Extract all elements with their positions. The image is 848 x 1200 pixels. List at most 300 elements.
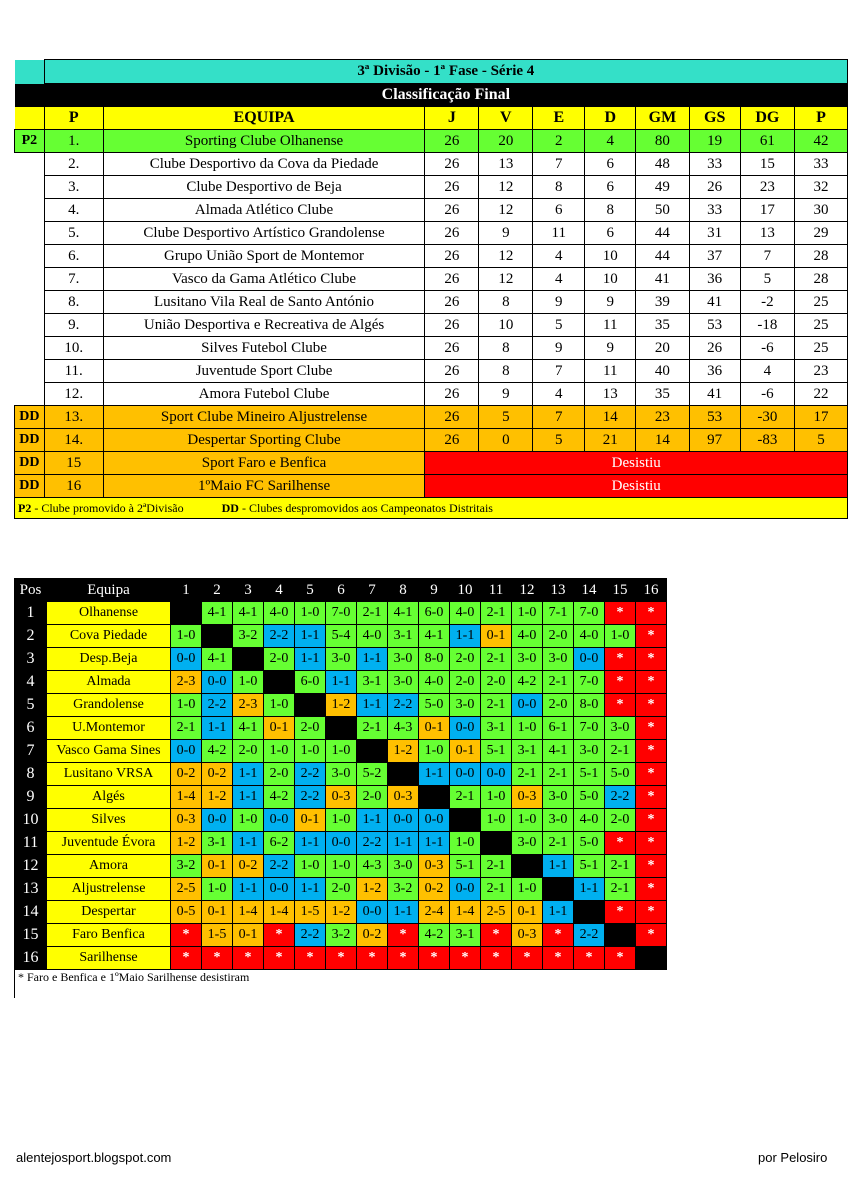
match-result: 0-1 xyxy=(202,855,233,878)
match-result: 2-5 xyxy=(171,878,202,901)
stat-d: 6 xyxy=(585,153,636,176)
match-result: * xyxy=(636,740,667,763)
match-result: 2-2 xyxy=(357,832,388,855)
stat-j: 26 xyxy=(425,199,479,222)
stat-v: 9 xyxy=(479,222,533,245)
matrix-col-number: 16 xyxy=(636,579,667,602)
match-result: 4-2 xyxy=(512,671,543,694)
match-result: * xyxy=(636,625,667,648)
stat-e: 9 xyxy=(533,337,585,360)
match-result xyxy=(171,602,202,625)
stat-j: 26 xyxy=(425,314,479,337)
stat-d: 9 xyxy=(585,291,636,314)
spacer-cell xyxy=(15,60,45,84)
match-result: 3-1 xyxy=(357,671,388,694)
standings-row xyxy=(15,245,848,268)
stat-e: 7 xyxy=(533,360,585,383)
match-result: 1-2 xyxy=(326,901,357,924)
matrix-pos: 8 xyxy=(15,763,47,786)
stat-dg: 15 xyxy=(740,153,794,176)
status-tag xyxy=(15,337,45,360)
stat-p: 28 xyxy=(794,268,847,291)
match-result: 0-1 xyxy=(419,717,450,740)
matrix-team: Cova Piedade xyxy=(47,625,171,648)
match-result: 1-0 xyxy=(605,625,636,648)
team-cell: Despertar Sporting Clube xyxy=(103,429,425,452)
stat-dg: 4 xyxy=(740,360,794,383)
stat-v: 12 xyxy=(479,199,533,222)
position-cell: 13. xyxy=(44,406,103,429)
stat-gs: 33 xyxy=(689,199,740,222)
standings-row xyxy=(15,176,848,199)
match-result: * xyxy=(171,924,202,947)
position-cell: 5. xyxy=(44,222,103,245)
match-result: 4-1 xyxy=(419,625,450,648)
match-result: 5-1 xyxy=(450,855,481,878)
match-result: * xyxy=(543,947,574,970)
match-result: * xyxy=(264,947,295,970)
match-result: * xyxy=(636,924,667,947)
match-result: 0-2 xyxy=(202,763,233,786)
match-result: 4-0 xyxy=(357,625,388,648)
status-tag xyxy=(15,360,45,383)
matrix-col-number: 11 xyxy=(481,579,512,602)
standings-row xyxy=(15,383,848,406)
match-result xyxy=(605,924,636,947)
match-result: 0-0 xyxy=(264,878,295,901)
matrix-row xyxy=(15,901,667,924)
stat-v: 20 xyxy=(479,130,533,153)
stat-dg: -6 xyxy=(740,337,794,360)
status-tag xyxy=(15,199,45,222)
match-result: * xyxy=(605,832,636,855)
stat-e: 9 xyxy=(533,291,585,314)
match-result: 0-1 xyxy=(481,625,512,648)
stat-gs: 41 xyxy=(689,291,740,314)
match-result: 1-1 xyxy=(419,832,450,855)
match-result: 1-1 xyxy=(357,809,388,832)
team-cell: Juventude Sport Clube xyxy=(103,360,425,383)
matrix-team: Aljustrelense xyxy=(47,878,171,901)
match-result: 2-2 xyxy=(295,924,326,947)
match-result: 2-1 xyxy=(543,671,574,694)
match-result: 4-1 xyxy=(202,648,233,671)
match-result: 1-5 xyxy=(202,924,233,947)
stat-d: 11 xyxy=(585,314,636,337)
column-header: E xyxy=(533,107,585,130)
match-result: 2-1 xyxy=(481,878,512,901)
stat-dg: 13 xyxy=(740,222,794,245)
match-result: * xyxy=(636,648,667,671)
matrix-header-team: Equipa xyxy=(47,579,171,602)
match-result: 3-2 xyxy=(171,855,202,878)
match-result: 0-2 xyxy=(419,878,450,901)
standings-row xyxy=(15,130,848,153)
match-result: 2-3 xyxy=(233,694,264,717)
match-result: 2-1 xyxy=(512,763,543,786)
status-tag xyxy=(15,291,45,314)
match-result: 1-4 xyxy=(171,786,202,809)
stat-p: 33 xyxy=(794,153,847,176)
matrix-pos: 9 xyxy=(15,786,47,809)
match-result: * xyxy=(636,901,667,924)
match-result: 3-0 xyxy=(512,832,543,855)
match-result: * xyxy=(574,947,605,970)
stat-j: 26 xyxy=(425,406,479,429)
column-header: V xyxy=(479,107,533,130)
stat-j: 26 xyxy=(425,383,479,406)
matrix-team: Juventude Évora xyxy=(47,832,171,855)
match-result: 2-0 xyxy=(543,625,574,648)
standings-row xyxy=(15,291,848,314)
stat-j: 26 xyxy=(425,245,479,268)
match-result: 3-0 xyxy=(388,671,419,694)
stat-j: 26 xyxy=(425,222,479,245)
position-cell: 14. xyxy=(44,429,103,452)
match-result: 0-0 xyxy=(171,648,202,671)
stat-gm: 80 xyxy=(636,130,689,153)
position-cell: 8. xyxy=(44,291,103,314)
match-result: 7-0 xyxy=(574,717,605,740)
match-result: 2-2 xyxy=(264,625,295,648)
matrix-row xyxy=(15,832,667,855)
stat-d: 14 xyxy=(585,406,636,429)
position-cell: 4. xyxy=(44,199,103,222)
match-result: 1-1 xyxy=(574,878,605,901)
match-result: 1-1 xyxy=(450,625,481,648)
match-result: * xyxy=(636,671,667,694)
matrix-pos: 10 xyxy=(15,809,47,832)
matrix-row xyxy=(15,763,667,786)
match-result: * xyxy=(419,947,450,970)
match-result: 0-0 xyxy=(264,809,295,832)
stat-d: 10 xyxy=(585,268,636,291)
matrix-team: Desp.Beja xyxy=(47,648,171,671)
match-result: 0-3 xyxy=(512,786,543,809)
stat-gm: 39 xyxy=(636,291,689,314)
stat-p: 28 xyxy=(794,245,847,268)
matrix-row xyxy=(15,717,667,740)
match-result: 8-0 xyxy=(419,648,450,671)
match-result: 1-0 xyxy=(481,786,512,809)
legend-p2-text: - Clube promovido à 2ªDivisão xyxy=(31,500,184,515)
match-result: 0-3 xyxy=(171,809,202,832)
match-result: 6-0 xyxy=(295,671,326,694)
standings-row xyxy=(15,268,848,291)
match-result: 5-0 xyxy=(605,763,636,786)
stat-dg: -30 xyxy=(740,406,794,429)
match-result: 3-0 xyxy=(574,740,605,763)
matrix-team: Lusitano VRSA xyxy=(47,763,171,786)
match-result: 0-0 xyxy=(202,671,233,694)
stat-j: 26 xyxy=(425,429,479,452)
match-result: 2-1 xyxy=(171,717,202,740)
team-cell: Sporting Clube Olhanense xyxy=(103,130,425,153)
position-cell: 9. xyxy=(44,314,103,337)
match-result: 1-0 xyxy=(512,602,543,625)
status-tag: DD xyxy=(15,406,45,429)
stat-dg: 5 xyxy=(740,268,794,291)
stat-e: 7 xyxy=(533,406,585,429)
match-result: 2-2 xyxy=(295,763,326,786)
match-result: * xyxy=(450,947,481,970)
match-result: 1-0 xyxy=(450,832,481,855)
standings-row xyxy=(15,337,848,360)
stat-dg: -83 xyxy=(740,429,794,452)
match-result: 4-3 xyxy=(357,855,388,878)
match-result: 2-0 xyxy=(605,809,636,832)
match-result: 0-0 xyxy=(481,763,512,786)
match-result: 1-0 xyxy=(326,809,357,832)
stat-gs: 53 xyxy=(689,314,740,337)
status-tag xyxy=(15,245,45,268)
match-result: 1-0 xyxy=(295,740,326,763)
match-result: 2-1 xyxy=(357,717,388,740)
matrix-row xyxy=(15,855,667,878)
stat-v: 8 xyxy=(479,291,533,314)
match-result: 5-1 xyxy=(481,740,512,763)
match-result: 5-4 xyxy=(326,625,357,648)
match-result: * xyxy=(636,694,667,717)
match-result: 4-0 xyxy=(264,602,295,625)
match-result: 2-0 xyxy=(295,717,326,740)
stat-v: 9 xyxy=(479,383,533,406)
match-result: 1-1 xyxy=(543,855,574,878)
match-result: 1-1 xyxy=(295,832,326,855)
match-result: 7-0 xyxy=(326,602,357,625)
status-tag xyxy=(15,176,45,199)
matrix-row xyxy=(15,947,667,970)
match-result: 0-0 xyxy=(202,809,233,832)
match-result: * xyxy=(481,924,512,947)
stat-j: 26 xyxy=(425,291,479,314)
match-result xyxy=(574,901,605,924)
match-result: 0-2 xyxy=(171,763,202,786)
match-result: 1-2 xyxy=(326,694,357,717)
matrix-team: Algés xyxy=(47,786,171,809)
position-cell: 6. xyxy=(44,245,103,268)
match-result: * xyxy=(605,648,636,671)
stat-p: 25 xyxy=(794,337,847,360)
matrix-row xyxy=(15,878,667,901)
position-cell: 15 xyxy=(44,452,103,475)
match-result: * xyxy=(357,947,388,970)
footer-author: por Pelosiro xyxy=(758,1150,828,1165)
standings-row xyxy=(15,199,848,222)
match-result: 2-0 xyxy=(326,878,357,901)
team-cell: Sport Clube Mineiro Aljustrelense xyxy=(103,406,425,429)
position-cell: 3. xyxy=(44,176,103,199)
match-result: 2-0 xyxy=(450,648,481,671)
matrix-pos: 7 xyxy=(15,740,47,763)
match-result: 1-1 xyxy=(233,878,264,901)
status-tag xyxy=(15,314,45,337)
match-result: 1-0 xyxy=(326,855,357,878)
stat-gm: 41 xyxy=(636,268,689,291)
footer-source: alentejosport.blogspot.com xyxy=(16,1150,172,1165)
column-header: D xyxy=(585,107,636,130)
matrix-col-number: 9 xyxy=(419,579,450,602)
stat-gs: 19 xyxy=(689,130,740,153)
match-result: 3-1 xyxy=(512,740,543,763)
status-tag xyxy=(15,268,45,291)
match-result: 0-1 xyxy=(233,924,264,947)
match-result: * xyxy=(636,602,667,625)
match-result: 1-1 xyxy=(233,763,264,786)
stat-e: 5 xyxy=(533,429,585,452)
match-result: 1-1 xyxy=(295,878,326,901)
match-result: 1-0 xyxy=(512,717,543,740)
match-result: 3-2 xyxy=(388,878,419,901)
match-result: 1-1 xyxy=(295,625,326,648)
match-result: 2-2 xyxy=(605,786,636,809)
stat-p: 22 xyxy=(794,383,847,406)
column-header: J xyxy=(425,107,479,130)
matrix-col-number: 4 xyxy=(264,579,295,602)
match-result: 1-0 xyxy=(512,878,543,901)
stat-d: 11 xyxy=(585,360,636,383)
match-result: 3-1 xyxy=(450,924,481,947)
match-result: 2-0 xyxy=(357,786,388,809)
match-result xyxy=(202,625,233,648)
matrix-col-number: 7 xyxy=(357,579,388,602)
spacer-cell xyxy=(15,107,45,130)
matrix-col-number: 12 xyxy=(512,579,543,602)
match-result: 4-0 xyxy=(512,625,543,648)
match-result: 7-1 xyxy=(543,602,574,625)
team-cell: Almada Atlético Clube xyxy=(103,199,425,222)
match-result: 0-1 xyxy=(512,901,543,924)
stat-gs: 97 xyxy=(689,429,740,452)
match-result: 2-1 xyxy=(605,740,636,763)
matrix-col-number: 5 xyxy=(295,579,326,602)
stat-gm: 44 xyxy=(636,222,689,245)
team-cell: Amora Futebol Clube xyxy=(103,383,425,406)
stat-gs: 33 xyxy=(689,153,740,176)
status-tag xyxy=(15,383,45,406)
match-result: 0-3 xyxy=(388,786,419,809)
matrix-col-number: 2 xyxy=(202,579,233,602)
team-cell: 1ºMaio FC Sarilhense xyxy=(103,475,425,498)
matrix-row xyxy=(15,625,667,648)
column-header: P xyxy=(44,107,103,130)
match-result: 2-2 xyxy=(388,694,419,717)
matrix-pos: 1 xyxy=(15,602,47,625)
standings-title: 3ª Divisão - 1ª Fase - Série 4 xyxy=(44,60,847,84)
stat-e: 5 xyxy=(533,314,585,337)
matrix-col-number: 10 xyxy=(450,579,481,602)
matrix-team: Almada xyxy=(47,671,171,694)
match-result: 1-0 xyxy=(264,740,295,763)
title-row xyxy=(15,60,848,84)
match-result: 8-0 xyxy=(574,694,605,717)
matrix-team: Grandolense xyxy=(47,694,171,717)
match-result: 2-1 xyxy=(605,855,636,878)
match-result: 4-1 xyxy=(388,602,419,625)
match-result: 2-1 xyxy=(450,786,481,809)
match-result: * xyxy=(636,832,667,855)
status-tag: P2 xyxy=(15,130,45,153)
team-cell: Grupo União Sport de Montemor xyxy=(103,245,425,268)
match-result: * xyxy=(388,947,419,970)
match-result: 1-1 xyxy=(202,717,233,740)
match-result: 2-2 xyxy=(574,924,605,947)
matrix-team: Amora xyxy=(47,855,171,878)
match-result: * xyxy=(636,717,667,740)
match-result: 1-1 xyxy=(388,901,419,924)
match-result: 4-0 xyxy=(419,671,450,694)
matrix-col-number: 6 xyxy=(326,579,357,602)
stat-d: 6 xyxy=(585,176,636,199)
match-result: 5-0 xyxy=(574,786,605,809)
match-result: 2-0 xyxy=(264,648,295,671)
stat-gm: 14 xyxy=(636,429,689,452)
stat-v: 12 xyxy=(479,176,533,199)
stat-p: 23 xyxy=(794,360,847,383)
matrix-pos: 5 xyxy=(15,694,47,717)
match-result: * xyxy=(326,947,357,970)
matrix-pos: 14 xyxy=(15,901,47,924)
spacer-cell xyxy=(15,84,45,107)
stat-e: 11 xyxy=(533,222,585,245)
match-result: 1-1 xyxy=(295,648,326,671)
match-result: 0-1 xyxy=(202,901,233,924)
match-result: 1-1 xyxy=(326,671,357,694)
stat-v: 13 xyxy=(479,153,533,176)
stat-j: 26 xyxy=(425,130,479,153)
match-result: 1-1 xyxy=(233,832,264,855)
position-cell: 1. xyxy=(44,130,103,153)
match-result: 7-0 xyxy=(574,671,605,694)
matrix-team: U.Montemor xyxy=(47,717,171,740)
status-tag: DD xyxy=(15,429,45,452)
matrix-row xyxy=(15,786,667,809)
matrix-pos: 13 xyxy=(15,878,47,901)
stat-d: 9 xyxy=(585,337,636,360)
match-result: * xyxy=(636,763,667,786)
match-result: * xyxy=(605,947,636,970)
match-result: 0-0 xyxy=(512,694,543,717)
stat-e: 8 xyxy=(533,176,585,199)
stat-j: 26 xyxy=(425,337,479,360)
match-result: 6-1 xyxy=(543,717,574,740)
stat-gs: 53 xyxy=(689,406,740,429)
match-result: 5-1 xyxy=(574,855,605,878)
stat-gm: 49 xyxy=(636,176,689,199)
match-result: 5-0 xyxy=(419,694,450,717)
match-result: 2-1 xyxy=(481,855,512,878)
match-result: * xyxy=(388,924,419,947)
match-result: 2-2 xyxy=(264,855,295,878)
match-result xyxy=(388,763,419,786)
stat-dg: 23 xyxy=(740,176,794,199)
match-result: 2-1 xyxy=(481,648,512,671)
match-result xyxy=(233,648,264,671)
match-result: 4-2 xyxy=(202,740,233,763)
match-result: 1-2 xyxy=(357,878,388,901)
stat-v: 12 xyxy=(479,245,533,268)
stat-gs: 31 xyxy=(689,222,740,245)
match-result: 1-0 xyxy=(264,694,295,717)
team-cell: União Desportiva e Recreativa de Algés xyxy=(103,314,425,337)
stat-gs: 37 xyxy=(689,245,740,268)
match-result: 1-0 xyxy=(171,694,202,717)
match-result: 2-1 xyxy=(543,832,574,855)
match-result: 1-0 xyxy=(295,855,326,878)
stat-gm: 48 xyxy=(636,153,689,176)
subtitle-row xyxy=(15,84,848,107)
standings-table xyxy=(14,59,848,519)
